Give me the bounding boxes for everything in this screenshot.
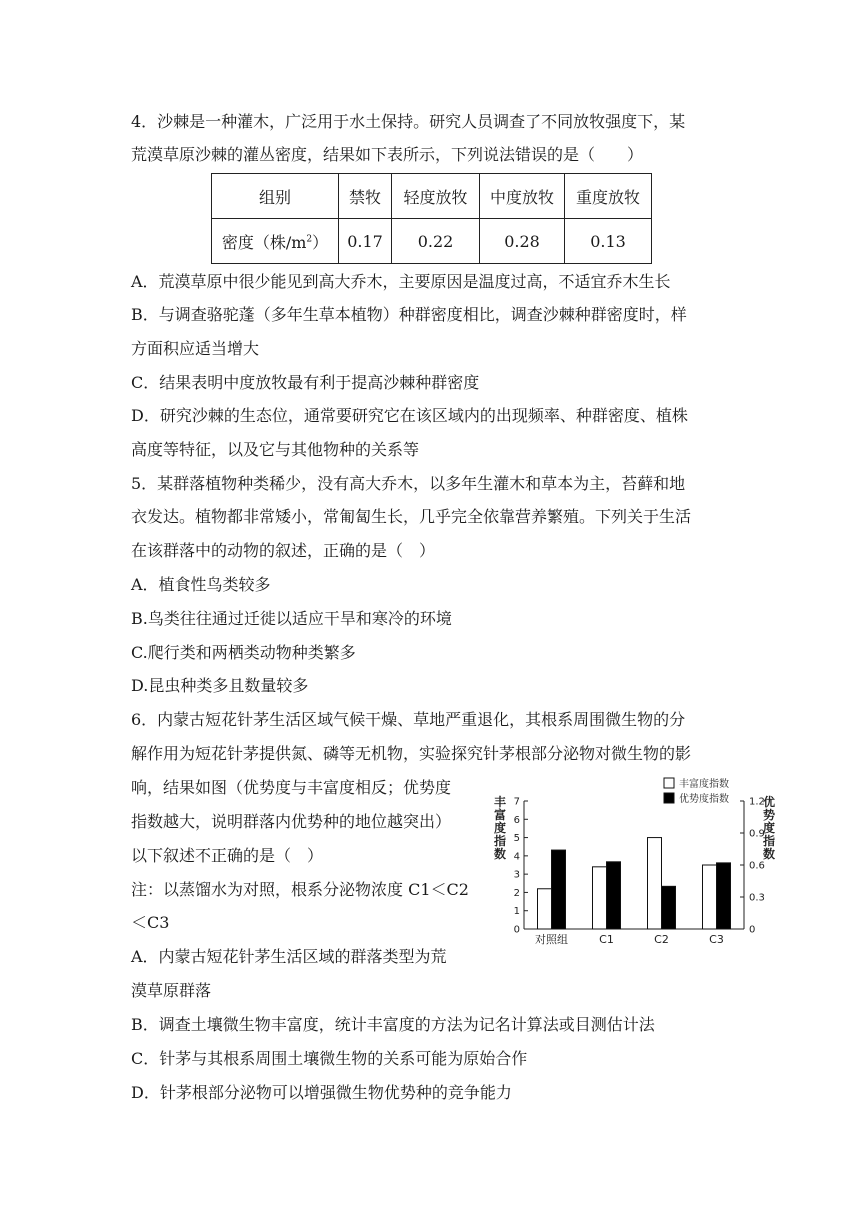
left-tick-label: 6 (513, 814, 520, 826)
q6-stem-line4: 指数越大，说明群落内优势种的地位越突出） (131, 812, 452, 831)
left-tick-label: 0 (513, 924, 520, 936)
q6-stem-line5: 以下叙述不正确的是（ ） (131, 846, 324, 865)
right-axis-label: 优 (762, 795, 776, 809)
bar-richness (648, 838, 662, 929)
x-tick-label: C3 (709, 933, 724, 946)
q5-option-c: C.爬行类和两栖类动物种类繁多 (131, 643, 356, 662)
left-tick-label: 5 (513, 833, 520, 845)
q4-option-d-line2: 高度等特征，以及它与其他物种的关系等 (131, 440, 420, 459)
table-row (212, 219, 652, 264)
table-cell: 0.13 (565, 219, 652, 264)
q4-option-c: C．结果表明中度放牧最有利于提高沙棘种群密度 (131, 373, 480, 392)
table-cell: 0.28 (480, 219, 565, 264)
row-label-sup: 2 (306, 234, 313, 245)
table-header-cell: 重度放牧 (565, 174, 652, 219)
q4-stem-line1: 4．沙棘是一种灌木，广泛用于水土保持。研究人员调查了不同放牧强度下，某 (131, 112, 686, 131)
q5-option-d: D.昆虫种类多且数量较多 (131, 676, 309, 695)
q6-option-a-line2: 漠草原群落 (131, 981, 212, 1000)
table-cell: 0.17 (339, 219, 392, 264)
bar-dominance (607, 862, 621, 929)
x-tick-label: 对照组 (535, 933, 568, 946)
right-tick-label: 0.9 (749, 828, 765, 840)
left-tick-label: 4 (513, 851, 520, 863)
q5-stem-line2: 衣发达。植物都非常矮小，常匍匐生长，几乎完全依靠营养繁殖。下列关于生活 (131, 507, 692, 526)
left-axis-label: 数 (493, 847, 507, 861)
q4-stem-line2: 荒漠草原沙棘的灌丛密度，结果如下表所示，下列说法错误的是（ ） (131, 145, 644, 164)
table-header-cell: 中度放牧 (480, 174, 565, 219)
x-tick-label: C1 (599, 933, 614, 946)
table-cell: 0.22 (392, 219, 480, 264)
q5-stem-line1: 5．某群落植物种类稀少，没有高大乔木，以多年生灌木和草本为主，苔藓和地 (131, 474, 686, 493)
row-label-end: ） (312, 232, 329, 252)
legend-swatch (664, 793, 674, 803)
q6-option-a-line1: A．内蒙古短花针茅生活区域的群落类型为荒 (131, 947, 447, 966)
bar-richness (538, 889, 552, 929)
q4-option-b-line1: B．与调查骆驼蓬（多年生草本植物）种群密度相比，调查沙棘种群密度时，样 (131, 305, 687, 324)
bar-richness (703, 865, 717, 929)
q6-option-d: D．针茅根部分泌物可以增强微生物优势种的竞争能力 (131, 1083, 512, 1102)
left-axis-label: 丰 (493, 795, 507, 809)
left-axis-label: 指 (493, 834, 507, 848)
left-axis-label: 度 (493, 821, 507, 835)
q6-note-line1: 注：以蒸馏水为对照，根系分泌物浓度 C1＜C2 (131, 880, 469, 899)
right-tick-label: 1.2 (749, 796, 765, 808)
bar-richness (593, 867, 607, 929)
legend-label: 优势度指数 (679, 794, 729, 805)
left-tick-label: 1 (513, 906, 520, 918)
q5-stem-line3: 在该群落中的动物的叙述，正确的是（ ） (131, 541, 436, 560)
q6-option-b: B．调查土壤微生物丰富度，统计丰富度的方法为记名计算法或目测估计法 (131, 1015, 655, 1034)
q4-option-a: A．荒漠草原中很少能见到高大乔木，主要原因是温度过高，不适宜乔木生长 (131, 272, 671, 291)
table-header-cell: 轻度放牧 (392, 174, 480, 219)
right-tick-label: 0.6 (749, 860, 765, 872)
left-tick-label: 3 (513, 869, 520, 881)
right-axis-label: 度 (762, 821, 776, 835)
table-header-cell: 禁牧 (339, 174, 392, 219)
right-axis-label: 数 (762, 847, 776, 861)
q6-stem-line1: 6．内蒙古短花针茅生活区域气候干燥、草地严重退化，其根系周围微生物的分 (131, 710, 686, 729)
right-axis-label: 指 (762, 834, 776, 848)
left-tick-label: 2 (513, 887, 520, 899)
q6-note-line2: ＜C3 (131, 913, 170, 932)
table-row-label (212, 219, 339, 264)
density-table (211, 173, 652, 264)
right-tick-label: 0 (749, 924, 756, 936)
legend-swatch (664, 778, 674, 788)
right-tick-label: 0.3 (749, 892, 765, 904)
left-axis-label: 富 (493, 808, 507, 822)
q5-option-b: B.鸟类往往通过迁徙以适应干旱和寒冷的环境 (131, 609, 452, 628)
microbe-index-chart (478, 774, 778, 954)
left-tick-label: 7 (513, 796, 520, 808)
q4-option-b-line2: 方面积应适当增大 (131, 339, 260, 358)
q5-option-a: A．植食性鸟类较多 (131, 575, 271, 594)
legend-label: 丰富度指数 (679, 779, 729, 790)
table-header-row (212, 174, 652, 219)
bar-dominance (717, 863, 731, 929)
x-tick-label: C2 (654, 933, 669, 946)
q6-option-c: C．针茅与其根系周围土壤微生物的关系可能为原始合作 (131, 1049, 528, 1068)
bar-dominance (662, 886, 676, 929)
table-header-cell: 组别 (212, 174, 339, 219)
q6-stem-line2: 解作用为短花针茅提供氮、磷等无机物，实验探究针茅根部分泌物对微生物的影 (131, 744, 692, 763)
bar-dominance (552, 850, 566, 929)
q4-option-d-line1: D．研究沙棘的生态位，通常要研究它在该区域内的出现频率、种群密度、植株 (131, 406, 688, 425)
row-label-text: 密度（株/m (221, 232, 307, 252)
q6-stem-line3: 响，结果如图（优势度与丰富度相反；优势度 (131, 778, 452, 797)
right-axis-label: 势 (762, 808, 776, 822)
